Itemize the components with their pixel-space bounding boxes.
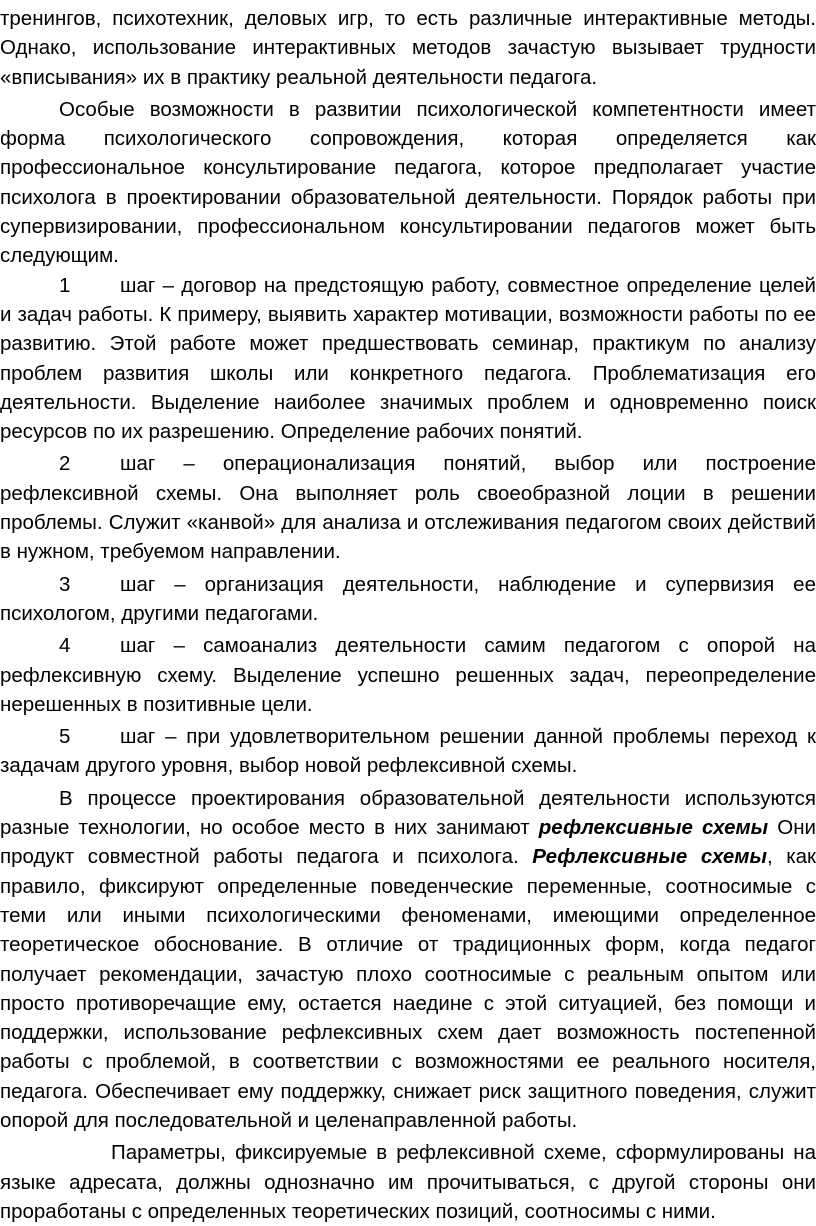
step-text: шаг – самоанализ деятельности самим педагогом с опорой на рефлексивную схему. Выделение успешно решенных задач, переопределение нерешенных в позитивные цели. (0, 634, 816, 716)
paragraph-schema-parameters: Параметры, фиксируемые в рефлексивной схеме, сформулированы на языке адресата, должны однозначно им прочитываться, с другой стороны они проработаны с определенных теоретических позиций, соотносимы с ними. (0, 1141, 816, 1223)
step-text: шаг – организация деятельности, наблюдение и супервизия ее психологом, другими педагогами. (0, 572, 816, 625)
step-number: 4 (59, 634, 71, 658)
paragraph-psychological-support: Особые возможности в развитии психологической компетентности имеет форма психологического сопровождения, которая определяется как профессиональное консультирование педагога, которое предполагает участие психолога в проектировании образовательной деятельности. Порядок работы при супервизировании, профессиональном консультировании педагогов может быть следующим. (0, 97, 816, 268)
step-number: 3 (59, 572, 71, 596)
text-run: , как правило, фиксируют определенные поведенческие переменные, соотносимые с теми или иными психологическими феноменами, имеющими определенное теоретическое обоснование. В отличие от традиционных форм, когда педагог получает рекомендации, зачастую плохо соотносимые с реальным опытом или просто противоречащие ему, остается наедине с этой ситуацией, без помощи и поддержки, использование рефлексивных схем дает возможность постепенной работы с проблемой, в соответствии с возможностями ее реального носителя, педагога. Обеспечивает ему поддержку, снижает риск защитного поведения, служит опорой для последовательной и целенаправленной работы. (0, 845, 816, 1132)
emphasis-term: рефлексивные схемы (538, 816, 769, 840)
step-number: 5 (59, 725, 71, 749)
emphasis-term: Рефлексивные схемы (532, 845, 767, 869)
step-item-3 (0, 570, 816, 629)
paragraph-reflexive-schemes (0, 784, 816, 1136)
step-text: шаг – договор на предстоящую работу, совместное определение целей и задач работы. К примеру, выявить характер мотивации, возможности работы по ее развитию. Этой работе может предшествовать семинар, практикум по анализу проблем развития школы или конкретного педагога. Проблематизация его деятельности. Выделение наиболее значимых проблем и одновременно поиск ресурсов по их разрешению. Определение рабочих понятий. (0, 273, 816, 444)
text-run: Они продукт совместной работы педагога и психолога. (0, 816, 816, 869)
step-number: 1 (59, 273, 71, 297)
step-text: шаг – операционализация понятий, выбор или построение рефлексивной схемы. Она выполняет роль своеобразной лоции в решении проблемы. Служит «канвой» для анализа и отслеживания педагогом своих действий в нужном, требуемом направлении. (0, 452, 816, 564)
step-number: 2 (59, 452, 71, 476)
step-item-1 (0, 271, 816, 447)
step-item-2 (0, 449, 816, 566)
step-item-4 (0, 631, 816, 719)
step-text: шаг – при удовлетворительном решении данной проблемы переход к задачам другого уровня, выбор новой рефлексивной схемы. (0, 725, 816, 778)
paragraph-intro-continuation: тренингов, психотехник, деловых игр, то есть различные интерактивные методы. Однако, использование интерактивных методов зачастую вызывает трудности «вписывания» их в практику реальной деятельности педагога. (0, 7, 816, 89)
text-run: В процессе проектирования образовательной деятельности используются разные технологии, но особое место в них занимают (0, 786, 816, 840)
step-item-5 (0, 722, 816, 781)
